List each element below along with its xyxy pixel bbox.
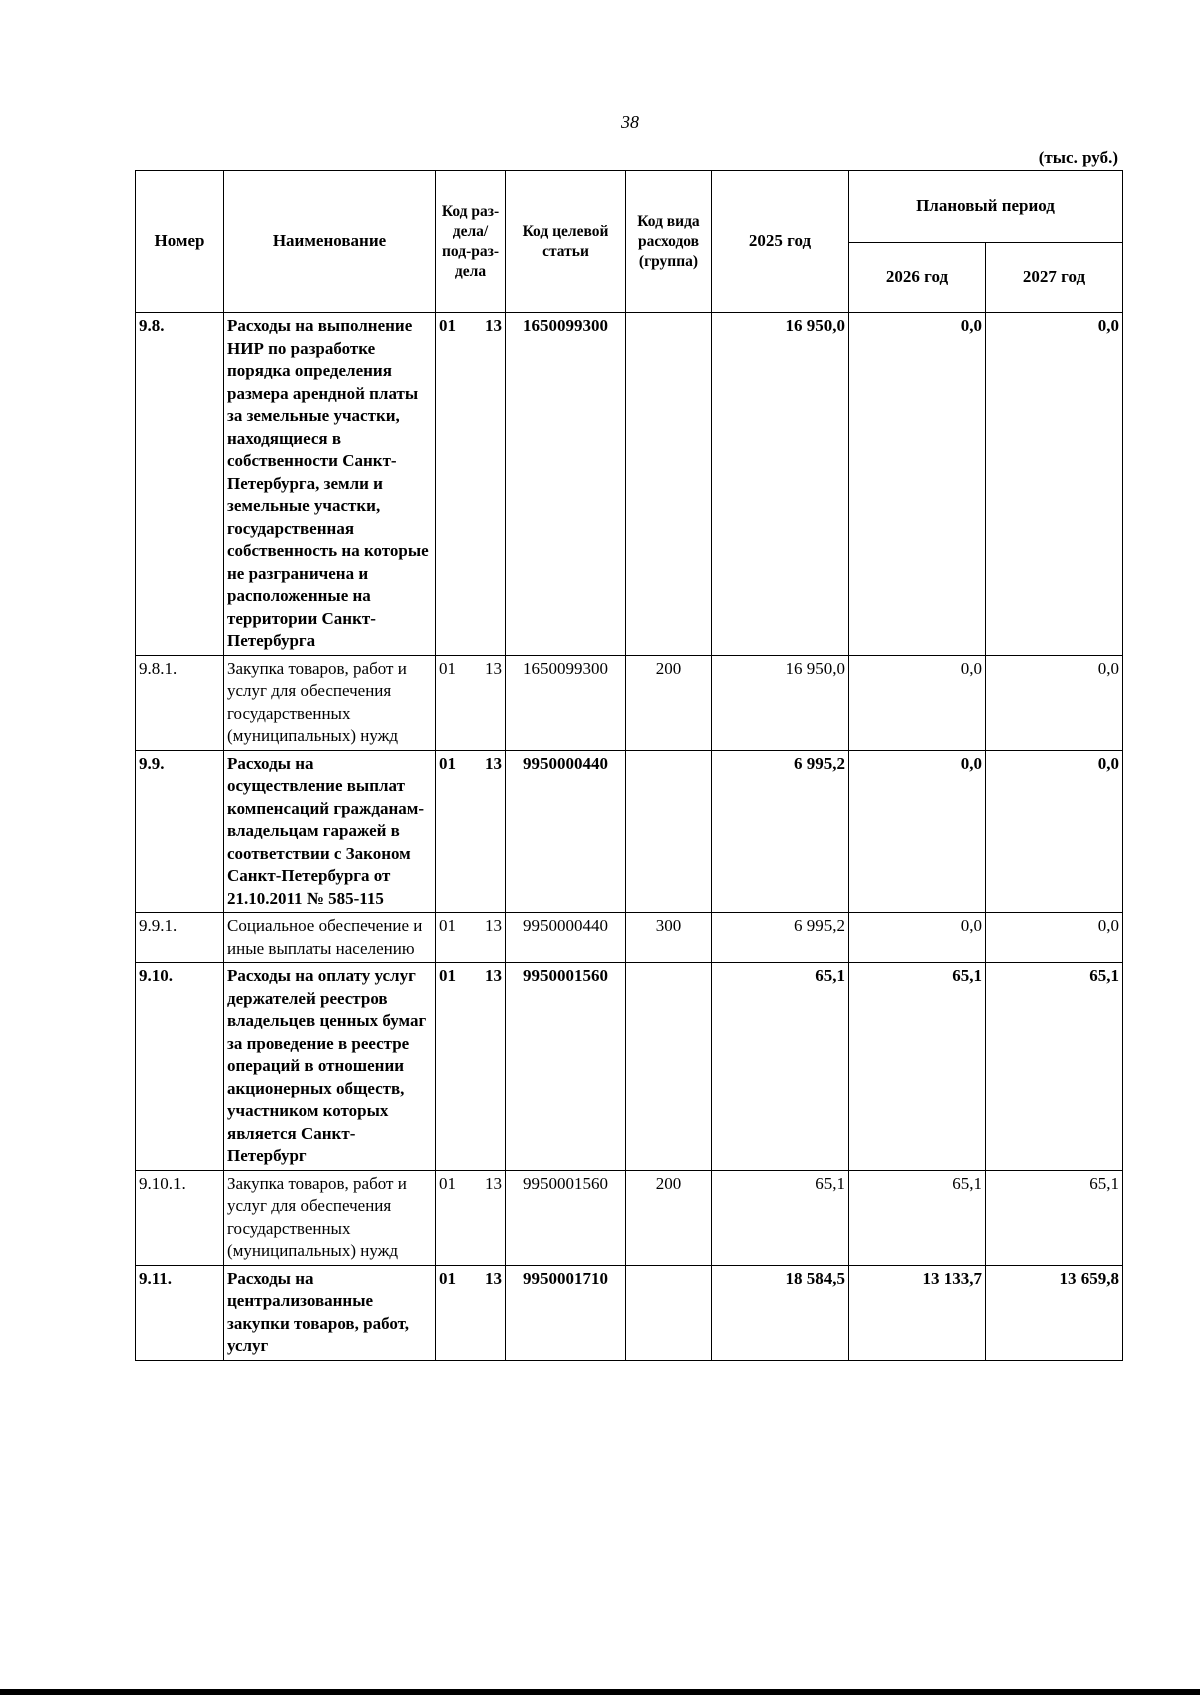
header-2026: 2026 год xyxy=(849,243,986,313)
row-razdel xyxy=(436,1265,506,1360)
header-razdel: Код раз-дела/ под-раз-дела xyxy=(436,171,506,313)
row-amount-2025: 65,1 xyxy=(712,1170,849,1265)
row-razdel xyxy=(436,655,506,750)
row-expense-type: 200 xyxy=(626,1170,712,1265)
row-amount-2027: 0,0 xyxy=(986,313,1123,656)
row-name: Закупка товаров, работ и услуг для обеспечения государственных (муниципальных) нужд xyxy=(224,1170,436,1265)
row-razdel xyxy=(436,750,506,913)
table-row xyxy=(136,963,1123,1171)
row-section-code: 01 xyxy=(439,1173,456,1193)
table-row xyxy=(136,750,1123,913)
table-header xyxy=(136,171,1123,313)
row-name: Расходы на выполнение НИР по разработке порядка определения размера арендной платы за земельные участки, находящиеся в собственности Санкт-Петербурга, земли и земельные участки, государственная собственность на которые не разграничена и расположенные на территории Санкт-Петербурга xyxy=(224,313,436,656)
row-section-code: 01 xyxy=(439,966,456,985)
row-amount-2027: 65,1 xyxy=(986,1170,1123,1265)
header-name: Наименование xyxy=(224,171,436,313)
row-razdel xyxy=(436,313,506,656)
row-name: Закупка товаров, работ и услуг для обеспечения государственных (муниципальных) нужд xyxy=(224,655,436,750)
row-amount-2027: 13 659,8 xyxy=(986,1265,1123,1360)
row-amount-2027: 65,1 xyxy=(986,963,1123,1171)
header-2025: 2025 год xyxy=(712,171,849,313)
row-target-code: 1650099300 xyxy=(506,313,626,656)
row-target-code: 1650099300 xyxy=(506,655,626,750)
table-row xyxy=(136,1170,1123,1265)
row-amount-2026: 13 133,7 xyxy=(849,1265,986,1360)
row-target-code: 9950001710 xyxy=(506,1265,626,1360)
row-name: Социальное обеспечение и иные выплаты населению xyxy=(224,913,436,963)
row-expense-type xyxy=(626,1265,712,1360)
page-number: 38 xyxy=(621,112,639,132)
row-section-code: 01 xyxy=(439,753,456,773)
row-razdel xyxy=(436,913,506,963)
row-subsection-code: 13 xyxy=(485,966,502,985)
row-number: 9.9.1. xyxy=(136,913,224,963)
row-amount-2026: 0,0 xyxy=(849,913,986,963)
row-expense-type: 200 xyxy=(626,655,712,750)
row-subsection-code: 13 xyxy=(485,1173,502,1193)
row-target-code: 9950001560 xyxy=(506,963,626,1171)
row-expense-type xyxy=(626,750,712,913)
row-amount-2025: 16 950,0 xyxy=(712,655,849,750)
table-row xyxy=(136,655,1123,750)
table-row xyxy=(136,913,1123,963)
row-amount-2025: 6 995,2 xyxy=(712,913,849,963)
row-expense-type: 300 xyxy=(626,913,712,963)
row-amount-2025: 6 995,2 xyxy=(712,750,849,913)
row-razdel xyxy=(436,1170,506,1265)
header-2027: 2027 год xyxy=(986,243,1123,313)
row-number: 9.8.1. xyxy=(136,655,224,750)
bottom-border xyxy=(0,1689,1200,1695)
row-subsection-code: 13 xyxy=(485,916,502,935)
row-expense-type xyxy=(626,963,712,1171)
row-section-code: 01 xyxy=(439,316,456,335)
row-amount-2026: 0,0 xyxy=(849,750,986,913)
row-subsection-code: 13 xyxy=(485,1268,502,1288)
row-name: Расходы на централизованные закупки товаров, работ, услуг xyxy=(224,1265,436,1360)
row-section-code: 01 xyxy=(439,658,456,678)
row-amount-2027: 0,0 xyxy=(986,750,1123,913)
row-number: 9.8. xyxy=(136,313,224,656)
row-section-code: 01 xyxy=(439,1268,456,1288)
row-number: 9.10.1. xyxy=(136,1170,224,1265)
row-name: Расходы на осуществление выплат компенсаций гражданам-владельцам гаражей в соответствии с Законом Санкт-Петербурга от 21.10.2011 № 585-115 xyxy=(224,750,436,913)
units-label: (тыс. руб.) xyxy=(1038,148,1118,167)
row-amount-2025: 18 584,5 xyxy=(712,1265,849,1360)
table-row xyxy=(136,1265,1123,1360)
header-vr: Код вида расходов (группа) xyxy=(626,171,712,313)
header-csr: Код целевой статьи xyxy=(506,171,626,313)
row-amount-2026: 65,1 xyxy=(849,1170,986,1265)
row-number: 9.9. xyxy=(136,750,224,913)
row-target-code: 9950001560 xyxy=(506,1170,626,1265)
row-expense-type xyxy=(626,313,712,656)
row-amount-2025: 16 950,0 xyxy=(712,313,849,656)
row-amount-2027: 0,0 xyxy=(986,655,1123,750)
row-target-code: 9950000440 xyxy=(506,913,626,963)
row-amount-2027: 0,0 xyxy=(986,913,1123,963)
row-subsection-code: 13 xyxy=(485,753,502,773)
row-number: 9.11. xyxy=(136,1265,224,1360)
row-amount-2026: 0,0 xyxy=(849,655,986,750)
row-subsection-code: 13 xyxy=(485,658,502,678)
row-subsection-code: 13 xyxy=(485,316,502,335)
table-body xyxy=(136,313,1123,1361)
row-name: Расходы на оплату услуг держателей реестров владельцев ценных бумаг за проведение в реестре операций в отношении акционерных обществ, участником которых является Санкт-Петербург xyxy=(224,963,436,1171)
header-number: Номер xyxy=(136,171,224,313)
header-plan-period: Плановый период xyxy=(849,171,1123,243)
table-row xyxy=(136,313,1123,656)
row-amount-2026: 0,0 xyxy=(849,313,986,656)
row-amount-2026: 65,1 xyxy=(849,963,986,1171)
row-section-code: 01 xyxy=(439,916,456,935)
row-amount-2025: 65,1 xyxy=(712,963,849,1171)
row-number: 9.10. xyxy=(136,963,224,1171)
budget-table xyxy=(135,170,1123,1361)
row-razdel xyxy=(436,963,506,1171)
row-target-code: 9950000440 xyxy=(506,750,626,913)
